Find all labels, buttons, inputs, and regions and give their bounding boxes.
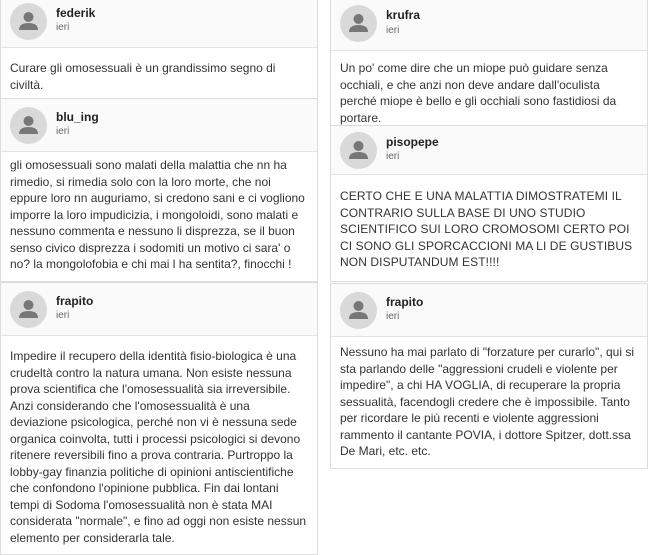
- comment-header: [1, 0, 317, 48]
- user-avatar-icon[interactable]: [340, 292, 377, 329]
- comment-timestamp: ieri: [386, 151, 400, 162]
- user-avatar-icon[interactable]: [340, 132, 377, 169]
- comment-text: Un po' come dire che un miope può guidare senza occhiali, e che anzi non deve andare dall'oculista perché miope è bello e gli occhiali sono fastidiosi da portare.: [340, 61, 617, 125]
- comment-username[interactable]: pisopepe: [386, 135, 439, 149]
- comment-text: Nessuno ha mai parlato di "forzature per curarlo", qui si sta parlando delle "aggressioni crudeli e violente per impedire", a chi HA VOGLIA, di recuperare la propria sessualità, facendogli credere che è impossibile. Tanto per ricordare le più recenti e violente aggressioni rammento il cantante POVIA, i dottore Spitzer, dott.ssa De Mari, etc. etc.: [340, 345, 634, 458]
- comment-timestamp: ieri: [386, 311, 400, 322]
- comment-username[interactable]: blu_ing: [56, 110, 99, 124]
- comment-header: [1, 99, 317, 152]
- comment-text: Impedire il recupero della identità fisio-biologica è una crudeltà contro la natura umana. Non esiste nessuna prova scientifica che l'omosessualità sia irreversibile. Anzi considerando che l'omosessualità è una deviazione psicologica, perché non vi è nessuna sede organica coinvolta, tutti i processi psicologici si devono ritenere reversibili fino a prova contraria. Purtroppo la lobby-gay finanzia politiche di opinioni antiscientifiche che confondono l'opinione pubblica. Fin dai lontani tempi di Sodoma l'omosessualità non è stata MAI considerata "normale", e fino ad oggi non esiste nessun elemento per considerarla tale.: [10, 349, 307, 545]
- comment-card: [330, 125, 648, 282]
- comment-text: CERTO CHE E UNA MALATTIA DIMOSTRATEMI IL CONTRARIO SULLA BASE DI UNO STUDIO SCIENTIFICO SUI LORO CROMOSOMI CERTO POI CI SONO GLI SPORCACCIONI MA LI DE GUSTIBUS NON DISPUTANDUM EST!!!!: [340, 189, 633, 269]
- comment-username[interactable]: frapito: [56, 294, 94, 308]
- comment-text: gli omosessuali sono malati della malattia che nn ha rimedio, si rimedia solo con la loro morte, che noi eppure loro nn auguriamo, si credono sani e ci vogliono imporre la loro impudicizia, i mongoloidi, sono malati e nessuno commenta e nessuno li disprezza, se il buon senso civico disprezza i sodomiti un motivo ci sara' o no? la mongolofobia e chi mai l ha sentita?, finocchi !: [10, 158, 305, 271]
- comment-header: [331, 284, 647, 337]
- comment-card: [0, 0, 318, 103]
- comment-timestamp: ieri: [386, 25, 400, 36]
- comment-card: [330, 283, 648, 469]
- user-avatar-icon[interactable]: [10, 291, 47, 328]
- comment-username[interactable]: federik: [56, 6, 96, 20]
- comment-timestamp: ieri: [56, 310, 70, 321]
- comment-header: [331, 126, 647, 175]
- comment-timestamp: ieri: [56, 22, 70, 33]
- comment-username[interactable]: frapito: [386, 295, 424, 309]
- comment-username[interactable]: krufra: [386, 8, 421, 22]
- comment-card: [0, 282, 318, 555]
- comment-card: [0, 98, 318, 282]
- user-avatar-icon[interactable]: [340, 5, 377, 42]
- user-avatar-icon[interactable]: [10, 3, 47, 40]
- user-avatar-icon[interactable]: [10, 107, 47, 144]
- comment-header: [331, 0, 647, 51]
- comment-text: Curare gli omosessuali è un grandissimo segno di civiltà.: [10, 61, 276, 92]
- comment-timestamp: ieri: [56, 126, 70, 137]
- comment-card: [330, 0, 648, 136]
- comment-header: [1, 283, 317, 336]
